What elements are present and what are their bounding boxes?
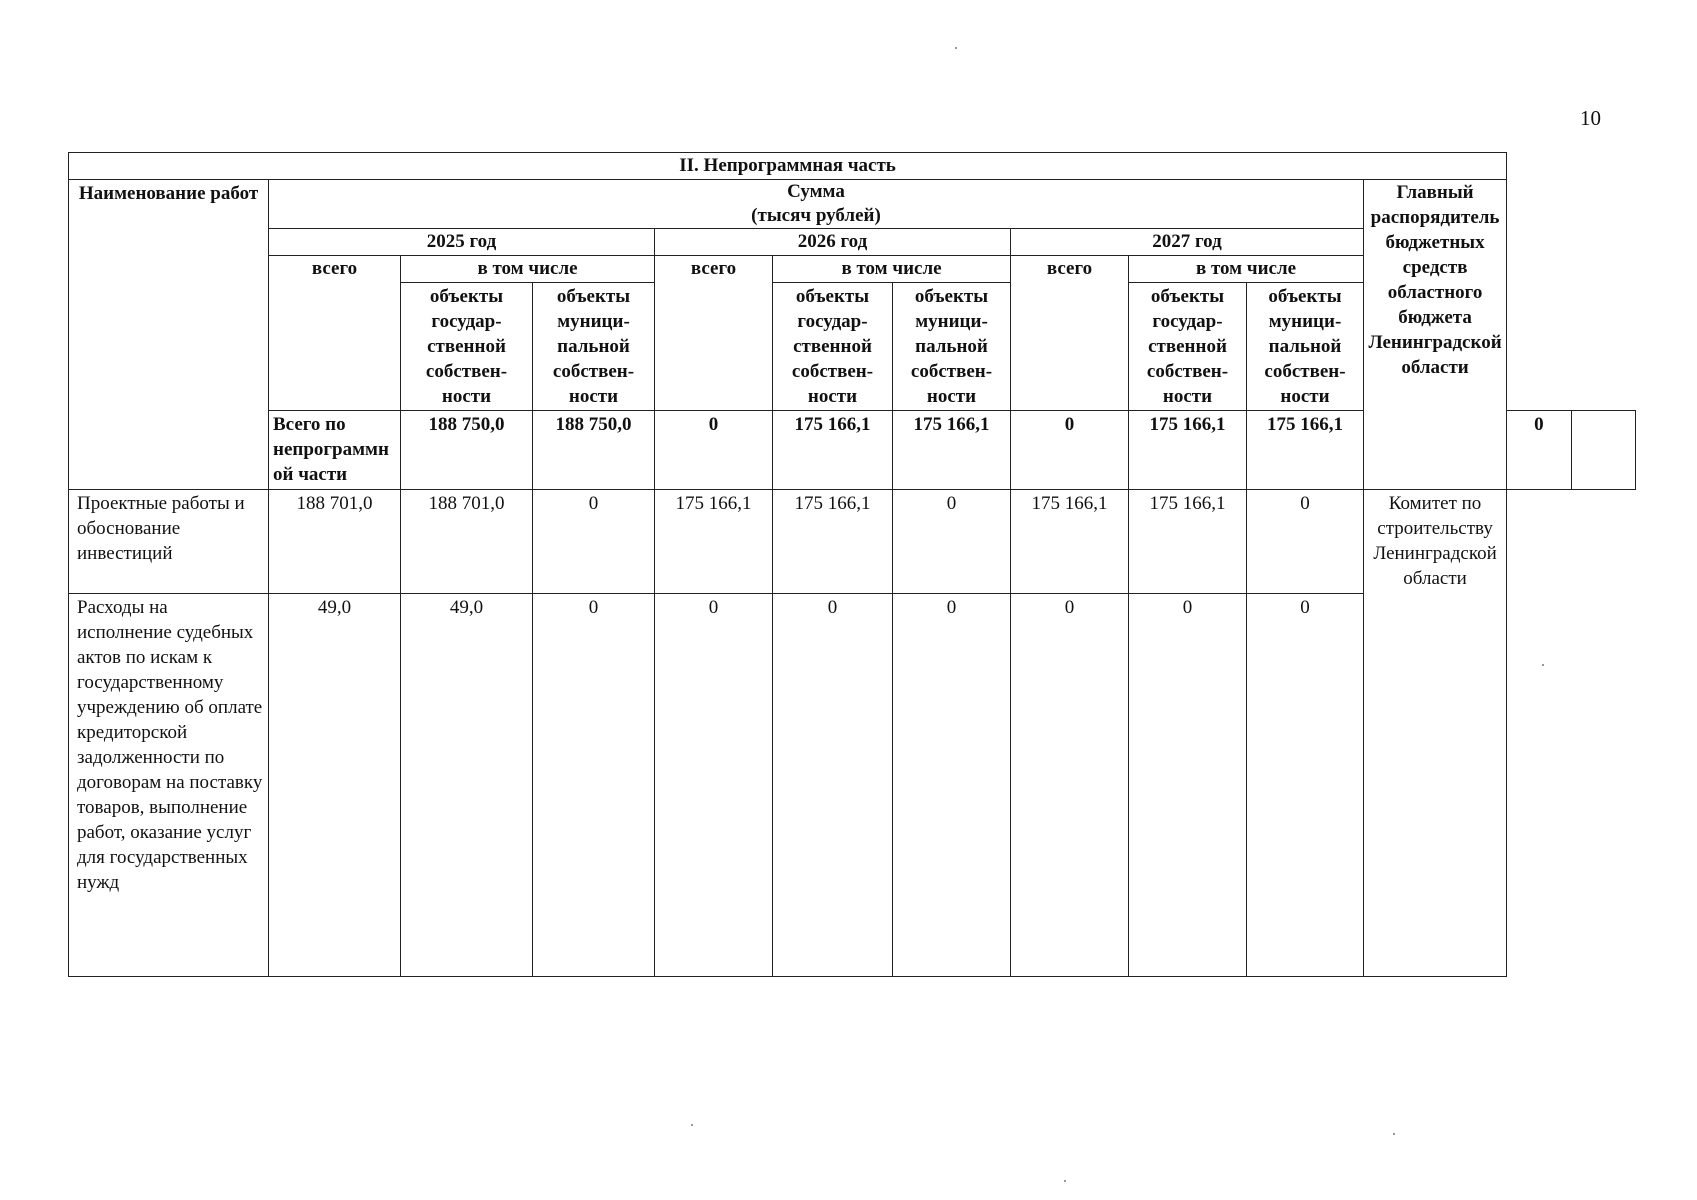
value-2025-municipal: 0 — [655, 411, 773, 490]
budget-table — [68, 152, 1636, 977]
value-2025-total: 188 701,0 — [269, 490, 401, 594]
sum-header-title: Сумма — [787, 181, 845, 202]
value-2025-municipal: 0 — [533, 490, 655, 594]
value-2027-municipal: 0 — [1247, 594, 1364, 977]
distributor-column-header: Главный распорядитель бюджетных средств областного бюджета Ленинградской области — [1364, 180, 1507, 490]
row-name: Всего по непрограммной части — [269, 411, 401, 490]
municipal-objects-2025-header: объекты муници- пальной собствен- ности — [533, 283, 655, 411]
value-2025-total: 49,0 — [269, 594, 401, 977]
including-2025-header: в том числе — [401, 256, 655, 283]
name-column-header: Наименование работ — [69, 180, 269, 490]
value-2027-total: 0 — [1011, 594, 1129, 977]
scan-speck — [1542, 664, 1544, 666]
value-2026-total: 175 166,1 — [773, 411, 893, 490]
total-2026-header: всего — [655, 256, 773, 411]
page-number: 10 — [1580, 106, 1601, 130]
value-2026-municipal: 0 — [1011, 411, 1129, 490]
scan-speck — [691, 1124, 693, 1126]
section-title: II. Непрограммная часть — [69, 153, 1507, 180]
total-2025-header: всего — [269, 256, 401, 411]
row-name: Расходы на исполнение судебных актов по искам к государственному учреждению об оплате кредиторской задолженности по договорам на поставку товаров, выполнение работ, оказание услуг для государственных нужд — [69, 594, 269, 977]
value-2026-total: 0 — [655, 594, 773, 977]
value-2027-total: 175 166,1 — [1129, 411, 1247, 490]
table-row-design-works — [69, 490, 1636, 594]
value-2027-municipal: 0 — [1247, 490, 1364, 594]
value-2025-state: 188 701,0 — [401, 490, 533, 594]
value-2027-state: 175 166,1 — [1129, 490, 1247, 594]
value-2027-state: 175 166,1 — [1247, 411, 1364, 490]
value-2026-municipal: 0 — [893, 490, 1011, 594]
including-2026-header: в том числе — [773, 256, 1011, 283]
value-2025-municipal: 0 — [533, 594, 655, 977]
value-2027-municipal: 0 — [1507, 411, 1571, 490]
value-2026-total: 175 166,1 — [655, 490, 773, 594]
scan-speck — [1064, 1180, 1066, 1182]
value-2025-state: 188 750,0 — [533, 411, 655, 490]
state-objects-2026-header: объекты государ- ственной собствен- ности — [773, 283, 893, 411]
year-2027-header: 2027 год — [1011, 229, 1364, 256]
scan-speck — [955, 47, 957, 49]
distributor-cell — [1571, 411, 1635, 490]
including-2027-header: в том числе — [1129, 256, 1364, 283]
row-name: Проектные работы и обоснование инвестиций — [69, 490, 269, 594]
value-2025-total: 188 750,0 — [401, 411, 533, 490]
total-2027-header: всего — [1011, 256, 1129, 411]
year-2026-header: 2026 год — [655, 229, 1011, 256]
value-2026-municipal: 0 — [893, 594, 1011, 977]
sum-header-units: (тысяч рублей) — [751, 205, 881, 226]
state-objects-2025-header: объекты государ- ственной собствен- ности — [401, 283, 533, 411]
value-2026-state: 175 166,1 — [893, 411, 1011, 490]
value-2026-state: 175 166,1 — [773, 490, 893, 594]
scan-speck — [1393, 1133, 1395, 1135]
municipal-objects-2026-header: объекты муници- пальной собствен- ности — [893, 283, 1011, 411]
state-objects-2027-header: объекты государ- ственной собствен- ности — [1129, 283, 1247, 411]
year-2025-header: 2025 год — [269, 229, 655, 256]
sum-header — [269, 180, 1364, 229]
distributor-cell: Комитет по строительству Ленинградской области — [1364, 490, 1507, 977]
municipal-objects-2027-header: объекты муници- пальной собствен- ности — [1247, 283, 1364, 411]
value-2026-state: 0 — [773, 594, 893, 977]
value-2025-state: 49,0 — [401, 594, 533, 977]
value-2027-total: 175 166,1 — [1011, 490, 1129, 594]
value-2027-state: 0 — [1129, 594, 1247, 977]
